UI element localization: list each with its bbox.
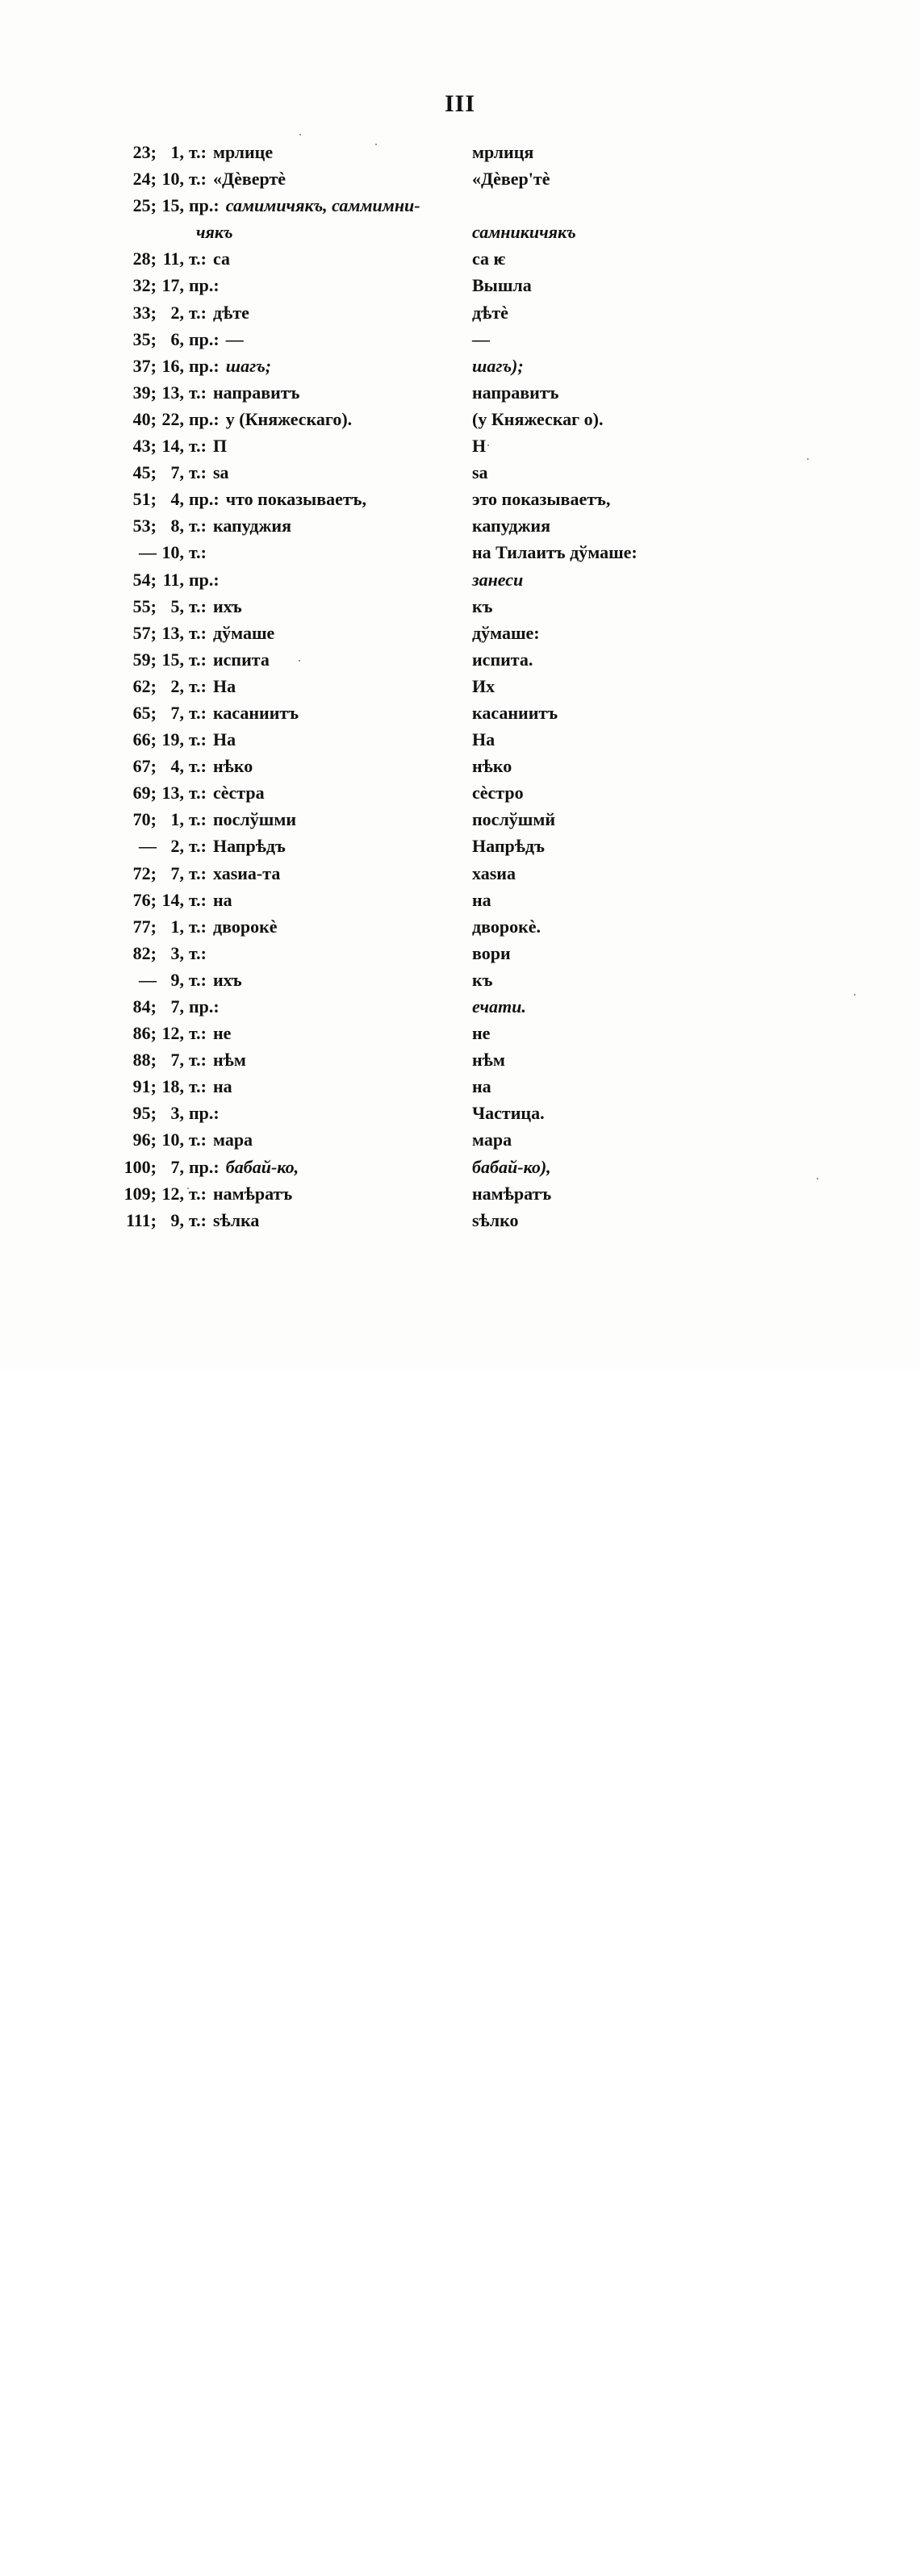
- line-ref: 6,: [170, 328, 184, 349]
- errata-row: [0, 165, 920, 192]
- corrected-text: дўмаше:: [472, 622, 540, 643]
- corrected-text: На: [472, 729, 496, 750]
- printed-text: —: [225, 328, 244, 349]
- line-ref: 2,: [170, 302, 184, 323]
- printed-text: самимичякъ, саммимни-: [225, 195, 420, 216]
- corrected-text: намѣратъ: [472, 1183, 552, 1204]
- position-ref: т.:: [189, 622, 207, 643]
- corrected-text: касаниитъ: [472, 702, 558, 723]
- position-ref: т.:: [189, 942, 207, 963]
- errata-row: [0, 1126, 920, 1153]
- printed-text: что показываетъ,: [225, 489, 366, 510]
- position-ref: пр.:: [189, 328, 220, 349]
- corrected-text: Их: [472, 675, 496, 696]
- printed-text: мара: [212, 1129, 253, 1150]
- line-ref: 18,: [161, 1076, 184, 1097]
- printed-text: касаниитъ: [212, 702, 299, 723]
- line-ref: 13,: [161, 622, 184, 643]
- page-ref: 84;: [132, 996, 157, 1017]
- printed-text: дворокѐ: [212, 916, 278, 937]
- position-ref: т.:: [189, 756, 207, 777]
- printed-text: испита: [212, 649, 270, 670]
- page-ref: 54;: [132, 569, 157, 590]
- corrected-text: вори: [472, 942, 511, 963]
- errata-row: [0, 673, 920, 699]
- errata-row: [0, 913, 920, 940]
- position-ref: пр.:: [189, 1156, 220, 1177]
- page-ref: 37;: [132, 355, 157, 376]
- corrected-text: ѕа: [472, 462, 488, 483]
- position-ref: т.:: [189, 729, 207, 750]
- printed-text: хаѕиа-та: [212, 862, 281, 883]
- errata-reference: [105, 1207, 259, 2576]
- position-ref: т.:: [189, 1183, 207, 1204]
- page-ref: 88;: [132, 1050, 157, 1071]
- page-ref: 25;: [132, 195, 157, 216]
- corrected-text: мара: [472, 1129, 512, 1150]
- line-ref: 9,: [170, 969, 184, 990]
- page-ref: 86;: [132, 1023, 157, 1044]
- printed-text: на: [212, 1076, 232, 1097]
- errata-row: [0, 699, 920, 726]
- errata-row: [0, 860, 920, 887]
- page-ref: 91;: [132, 1076, 157, 1097]
- corrected-text: са ѥ: [472, 248, 506, 269]
- corrected-text: нѣко: [472, 756, 512, 777]
- line-ref: 4,: [170, 756, 184, 777]
- errata-reference: [190, 219, 233, 245]
- page-ref: 77;: [132, 916, 157, 937]
- errata-row: [0, 406, 920, 432]
- line-ref: 4,: [170, 489, 184, 510]
- line-ref: 10,: [161, 542, 184, 563]
- corrected-text: дворокѐ.: [472, 916, 542, 937]
- line-ref: 12,: [161, 1023, 184, 1044]
- position-ref: т.:: [189, 783, 207, 804]
- position-ref: т.:: [189, 542, 207, 563]
- line-ref: 8,: [170, 516, 184, 536]
- errata-row: [0, 379, 920, 406]
- page-ref: 66;: [132, 729, 157, 750]
- errata-row: [0, 753, 920, 779]
- position-ref: пр.:: [189, 275, 220, 296]
- printed-text: «Дѐвертѐ: [212, 169, 286, 190]
- errata-row: [0, 779, 920, 806]
- printed-text: нѣко: [212, 756, 253, 777]
- line-ref: 7,: [170, 702, 184, 723]
- scan-speck: [854, 994, 855, 996]
- page-ref: —: [139, 969, 157, 990]
- corrected-text: капуджия: [472, 516, 551, 536]
- errata-row: [0, 353, 920, 379]
- page-ref: 39;: [132, 382, 157, 403]
- corrected-text: не: [472, 1023, 491, 1044]
- position-ref: т.:: [189, 916, 207, 937]
- page-ref: 62;: [132, 675, 157, 696]
- page-ref: 23;: [132, 142, 157, 162]
- corrected-text: ечати.: [472, 996, 526, 1017]
- position-ref: т.:: [189, 516, 207, 536]
- errata-row: [0, 219, 920, 245]
- corrected-text: самникичякъ: [472, 222, 576, 243]
- corrected-text: занеси: [472, 569, 524, 590]
- printed-text: ѕѣлка: [212, 1209, 260, 1230]
- printed-text: П: [212, 436, 228, 457]
- page-ref: 45;: [132, 462, 157, 483]
- position-ref: пр.:: [189, 408, 220, 429]
- line-ref: 11,: [162, 248, 184, 269]
- printed-text: послўшми: [212, 809, 297, 830]
- position-ref: т.:: [189, 809, 207, 830]
- position-ref: т.:: [189, 1076, 207, 1097]
- corrected-text: на Тилаитъ дўмаше:: [472, 542, 638, 563]
- page-ref: 35;: [132, 328, 157, 349]
- page-ref: 65;: [132, 702, 157, 723]
- position-ref: т.:: [189, 675, 207, 696]
- position-ref: т.:: [189, 1129, 207, 1150]
- printed-text: чякъ: [196, 222, 233, 243]
- errata-row: [0, 1207, 920, 1234]
- line-ref: 16,: [161, 355, 184, 376]
- errata-row: [0, 967, 920, 993]
- printed-text: ихъ: [212, 595, 242, 616]
- errata-row: [0, 1154, 920, 1180]
- printed-text: бабай-ко,: [225, 1156, 299, 1177]
- page-ref: 51;: [132, 489, 157, 510]
- position-ref: пр.:: [189, 489, 220, 510]
- corrected-text: испита.: [472, 649, 533, 670]
- corrected-text: бабай-ко),: [472, 1156, 551, 1177]
- position-ref: т.:: [189, 595, 207, 616]
- position-ref: т.:: [189, 1209, 207, 1230]
- page-ref: 69;: [132, 783, 157, 804]
- errata-row: [0, 887, 920, 913]
- line-ref: 7,: [170, 1050, 184, 1071]
- printed-text: дѣте: [212, 302, 249, 323]
- corrected-text: хаѕиа: [472, 862, 516, 883]
- page-ref: 72;: [132, 862, 157, 883]
- position-ref: т.:: [189, 462, 207, 483]
- position-ref: т.:: [189, 889, 207, 910]
- corrected-text: сѐстро: [472, 783, 524, 804]
- page-ref: 70;: [132, 809, 157, 830]
- scan-speck: [487, 445, 489, 446]
- position-ref: т.:: [189, 836, 207, 857]
- errata-row: [0, 726, 920, 753]
- line-ref: 2,: [170, 836, 184, 857]
- page-ref: 82;: [132, 942, 157, 963]
- errata-row: [0, 459, 920, 486]
- line-ref: 7,: [170, 862, 184, 883]
- position-ref: т.:: [189, 382, 207, 403]
- corrected-text: послўшмй: [472, 809, 556, 830]
- page-ref: 76;: [132, 889, 157, 910]
- printed-text: дўмаше: [212, 622, 275, 643]
- position-ref: т.:: [189, 1050, 207, 1071]
- printed-text: капуджия: [212, 516, 291, 536]
- corrected-text: шагъ);: [472, 355, 524, 376]
- line-ref: 15,: [161, 649, 184, 670]
- corrected-text: къ: [472, 969, 493, 990]
- errata-row: [0, 1180, 920, 1207]
- errata-row: [0, 806, 920, 833]
- printed-text: сѐстра: [212, 783, 265, 804]
- errata-row: [0, 620, 920, 646]
- errata-row: [0, 1073, 920, 1100]
- errata-row: [0, 272, 920, 299]
- printed-text: ихъ: [212, 969, 242, 990]
- printed-text: на: [212, 889, 232, 910]
- page-ref: 28;: [132, 248, 157, 269]
- errata-row: [0, 539, 920, 566]
- line-ref: 7,: [170, 462, 184, 483]
- page-ref: 111;: [126, 1209, 157, 1230]
- errata-row: [0, 326, 920, 353]
- page-ref: 55;: [132, 595, 157, 616]
- position-ref: т.:: [189, 1023, 207, 1044]
- corrected-text: на: [472, 889, 491, 910]
- scan-speck: [375, 144, 377, 145]
- printed-text: намѣратъ: [212, 1183, 293, 1204]
- page-ref: 40;: [132, 408, 157, 429]
- corrected-text: мрлиця: [472, 142, 534, 162]
- page-number: III: [444, 90, 476, 117]
- page-ref: 53;: [132, 516, 157, 536]
- line-ref: 22,: [161, 408, 184, 429]
- line-ref: 15,: [161, 195, 184, 216]
- corrected-text: Вышла: [472, 275, 532, 296]
- line-ref: 1,: [170, 809, 184, 830]
- position-ref: т.:: [189, 436, 207, 457]
- page-ref: —: [139, 836, 157, 857]
- page-ref: 32;: [132, 275, 157, 296]
- printed-text: На: [212, 729, 236, 750]
- page-ref: 100;: [123, 1156, 157, 1177]
- corrected-text: Напрѣдъ: [472, 836, 545, 857]
- position-ref: т.:: [189, 969, 207, 990]
- corrected-text: это показываетъ,: [472, 489, 611, 510]
- position-ref: пр.:: [189, 996, 220, 1017]
- errata-row: [0, 139, 920, 165]
- position-ref: т.:: [189, 702, 207, 723]
- errata-row: [0, 512, 920, 539]
- scan-speck: [807, 458, 809, 460]
- line-ref: 5,: [170, 595, 184, 616]
- corrected-text: дѣтѐ: [472, 302, 508, 323]
- page-ref: —: [139, 542, 157, 563]
- line-ref: 12,: [161, 1183, 184, 1204]
- corrected-text: на: [472, 1076, 491, 1097]
- scan-speck: [817, 1178, 818, 1179]
- position-ref: т.:: [189, 649, 207, 670]
- printed-text: не: [212, 1023, 232, 1044]
- errata-row: [0, 486, 920, 512]
- page-ref: 59;: [132, 649, 157, 670]
- errata-row: [0, 245, 920, 272]
- page-ref: 67;: [132, 756, 157, 777]
- line-ref: 1,: [170, 142, 184, 162]
- position-ref: т.:: [189, 862, 207, 883]
- errata-row: [0, 432, 920, 459]
- corrected-text: направитъ: [472, 382, 559, 403]
- line-ref: 19,: [161, 729, 184, 750]
- corrected-text: къ: [472, 595, 493, 616]
- position-ref: т.:: [189, 169, 207, 190]
- line-ref: 10,: [161, 1129, 184, 1150]
- page-ref: 95;: [132, 1103, 157, 1124]
- line-ref: 13,: [161, 783, 184, 804]
- line-ref: 3,: [170, 942, 184, 963]
- printed-text: ѕа: [212, 462, 229, 483]
- position-ref: т.:: [189, 142, 207, 162]
- corrected-text: Н: [472, 436, 487, 457]
- position-ref: пр.:: [189, 355, 220, 376]
- corrected-text: нѣм: [472, 1050, 505, 1071]
- line-ref: 1,: [170, 916, 184, 937]
- errata-row: [0, 593, 920, 620]
- printed-text: шагъ;: [225, 355, 272, 376]
- errata-row: [0, 1100, 920, 1126]
- line-ref: 11,: [162, 569, 184, 590]
- printed-text: На: [212, 675, 236, 696]
- scan-speck: [299, 134, 301, 136]
- printed-text: Напрѣдъ: [212, 836, 286, 857]
- errata-row: [0, 833, 920, 859]
- corrected-text: (у Княжескаг о).: [472, 408, 604, 429]
- corrected-text: Частица.: [472, 1103, 545, 1124]
- errata-row: [0, 566, 920, 593]
- line-ref: 2,: [170, 675, 184, 696]
- line-ref: 7,: [170, 1156, 184, 1177]
- corrected-text: ѕѣлко: [472, 1209, 519, 1230]
- errata-row: [0, 646, 920, 673]
- line-ref: 14,: [161, 436, 184, 457]
- page-ref: 96;: [132, 1129, 157, 1150]
- position-ref: т.:: [189, 302, 207, 323]
- page-ref: 57;: [132, 622, 157, 643]
- corrected-text: «Дѐвер'тѐ: [472, 169, 550, 190]
- errata-list: [0, 139, 920, 1234]
- scan-speck: [187, 1188, 189, 1189]
- errata-row: [0, 940, 920, 967]
- line-ref: 13,: [161, 382, 184, 403]
- line-ref: 9,: [170, 1209, 184, 1230]
- page-ref: 43;: [132, 436, 157, 457]
- printed-text: мрлице: [212, 142, 274, 162]
- printed-text: направитъ: [212, 382, 300, 403]
- printed-text: нѣм: [212, 1050, 246, 1071]
- corrected-text: —: [472, 328, 490, 349]
- line-ref: 3,: [170, 1103, 184, 1124]
- scan-speck: [299, 660, 300, 662]
- position-ref: т.:: [189, 248, 207, 269]
- printed-text: у (Княжескаго).: [225, 408, 353, 429]
- line-ref: 7,: [170, 996, 184, 1017]
- page-ref: 33;: [132, 302, 157, 323]
- position-ref: пр.:: [189, 569, 220, 590]
- errata-row: [0, 1020, 920, 1046]
- line-ref: 14,: [161, 889, 184, 910]
- position-ref: пр.:: [189, 1103, 220, 1124]
- position-ref: пр.:: [189, 195, 220, 216]
- errata-row: [0, 299, 920, 326]
- page-ref: 24;: [132, 169, 157, 190]
- page-ref: 109;: [123, 1183, 157, 1204]
- errata-row: [0, 993, 920, 1020]
- printed-text: са: [212, 248, 231, 269]
- line-ref: 10,: [161, 169, 184, 190]
- errata-row: [0, 192, 920, 219]
- errata-row: [0, 1046, 920, 1073]
- line-ref: 17,: [161, 275, 184, 296]
